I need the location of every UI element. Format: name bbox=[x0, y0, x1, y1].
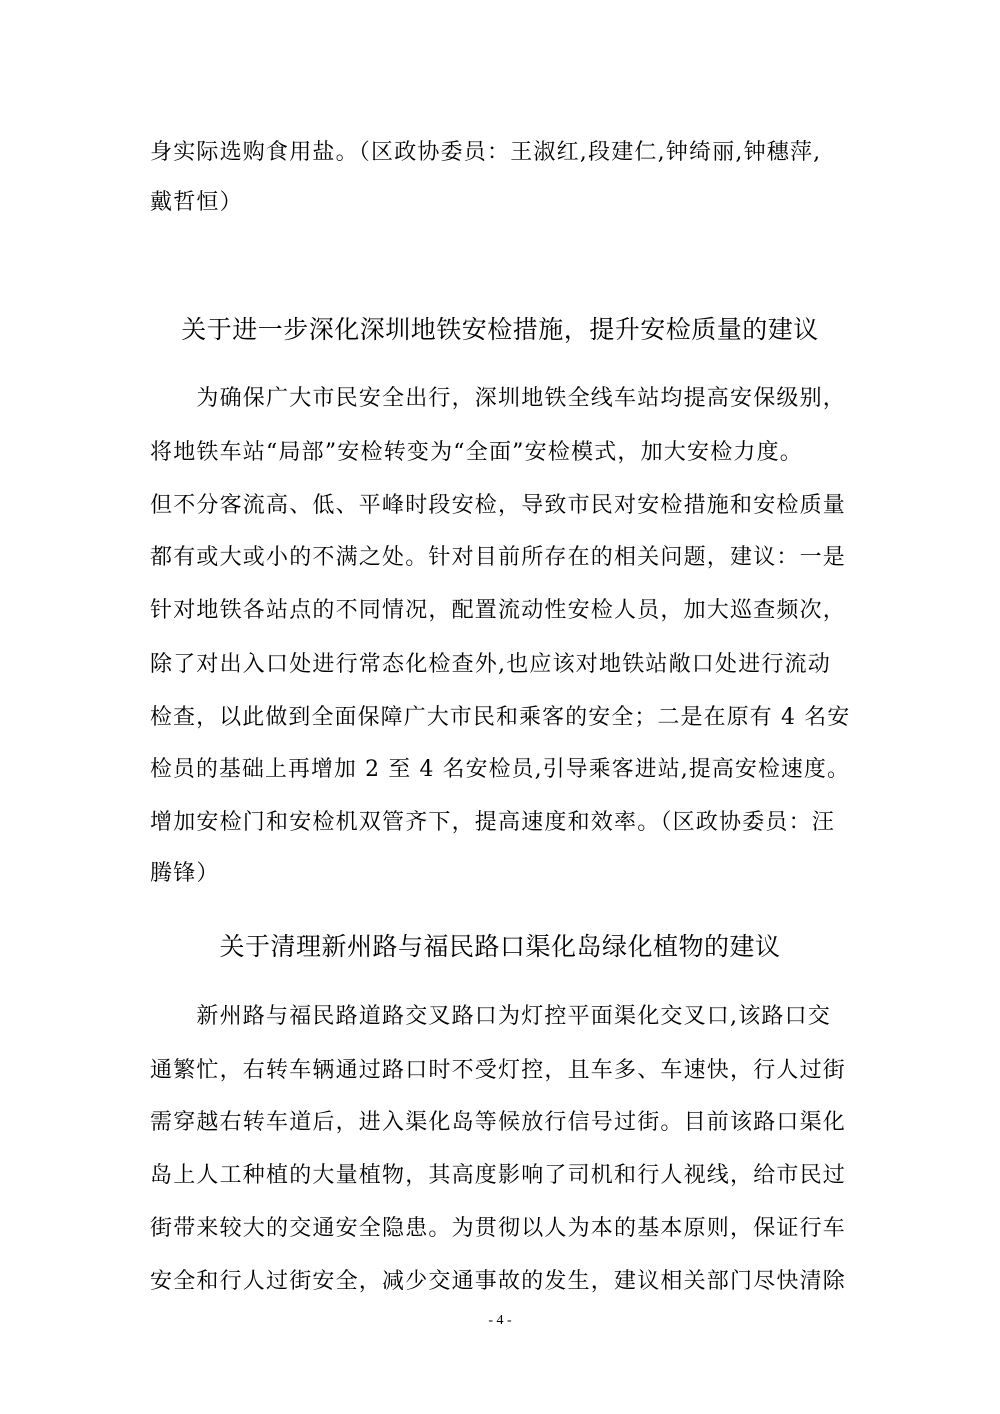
continuation-line-2: 戴哲恒） bbox=[150, 190, 243, 215]
section-title-metro-security: 关于进一步深化深圳地铁安检措施，提升安检质量的建议 bbox=[181, 315, 819, 344]
page-number: - 4 - bbox=[488, 1313, 512, 1328]
paragraph-line: 为确保广大市民安全出行，深圳地铁全线车站均提高安保级别， bbox=[150, 386, 847, 411]
paragraph-line: 检员的基础上再增加 2 至 4 名安检员,引导乘客进站,提高安检速度。 bbox=[150, 757, 850, 782]
paragraph-line: 增加安检门和安检机双管齐下，提高速度和效率。（区政协委员：汪 bbox=[150, 810, 836, 835]
paragraph-line: 将地铁车站“局部”安检转变为“全面”安检模式，加大安检力度。 bbox=[150, 440, 803, 465]
section-title-traffic-island: 关于清理新州路与福民路口渠化岛绿化植物的建议 bbox=[219, 932, 781, 961]
paragraph-line: 需穿越右转车道后，进入渠化岛等候放行信号过街。目前该路口渠化 bbox=[150, 1110, 847, 1135]
paragraph-line: 新州路与福民路道路交叉路口为灯控平面渠化交叉口,该路口交 bbox=[150, 1004, 831, 1029]
paragraph-line: 安全和行人过街安全，减少交通事故的发生，建议相关部门尽快清除 bbox=[150, 1269, 847, 1294]
paragraph-line: 街带来较大的交通安全隐患。为贯彻以人为本的基本原则，保证行车 bbox=[150, 1216, 847, 1241]
paragraph-line: 岛上人工种植的大量植物，其高度影响了司机和行人视线，给市民过 bbox=[150, 1163, 847, 1188]
paragraph-line: 但不分客流高、低、平峰时段安检，导致市民对安检措施和安检质量 bbox=[150, 493, 847, 518]
paragraph-line: 都有或大或小的不满之处。针对目前所存在的相关问题，建议：一是 bbox=[150, 545, 847, 570]
paragraph-line: 除了对出入口处进行常态化检查外,也应该对地铁站敞口处进行流动 bbox=[150, 652, 831, 677]
continuation-line-1: 身实际选购食用盐。（区政协委员：王淑红,段建仁,钟绮丽,钟穗萍, bbox=[150, 140, 822, 165]
paragraph-line: 通繁忙，右转车辆通过路口时不受灯控，且车多、车速快，行人过街 bbox=[150, 1058, 847, 1083]
paragraph-line: 腾锋） bbox=[150, 861, 220, 886]
paragraph-line: 检查，以此做到全面保障广大市民和乘客的安全；二是在原有 4 名安 bbox=[150, 705, 851, 730]
paragraph-line: 针对地铁各站点的不同情况，配置流动性安检人员，加大巡查频次， bbox=[150, 598, 847, 623]
